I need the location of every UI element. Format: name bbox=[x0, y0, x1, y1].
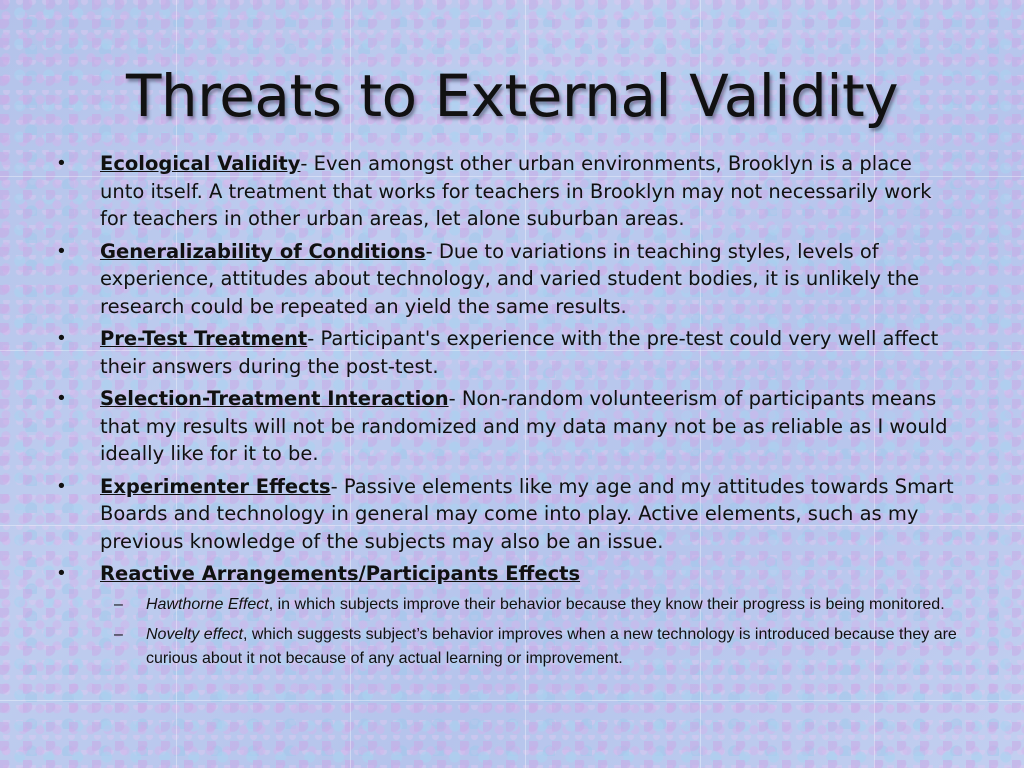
bullet-item bbox=[58, 150, 958, 233]
bullet-item bbox=[58, 385, 958, 468]
bullet-item bbox=[58, 473, 958, 556]
bullet-item bbox=[58, 560, 958, 588]
bullet-text: - Even amongst other urban environments, Brooklyn is a place unto itself. A treatment that works for teachers in Brooklyn may not necessarily work for teachers in other urban areas, let alone suburban areas. bbox=[100, 152, 932, 230]
bullet-term: Selection-Treatment Interaction bbox=[100, 387, 449, 410]
bullet-glyph: • bbox=[58, 152, 65, 174]
bullet-glyph: • bbox=[58, 327, 65, 349]
bullet-text: - Participant's experience with the pre-test could very well affect their answers during the post-test. bbox=[100, 327, 939, 378]
bullet-list bbox=[58, 150, 958, 677]
sub-bullet-text: , in which subjects improve their behavior because they know their progress is being monitored. bbox=[268, 595, 945, 613]
bullet-term: Reactive Arrangements/Participants Effects bbox=[100, 562, 581, 585]
sub-bullet-glyph: – bbox=[114, 595, 123, 613]
bullet-item bbox=[58, 238, 958, 321]
sub-bullet-text: , which suggests subject’s behavior improves when a new technology is introduced because they are curious about it not because of any actual learning or improvement. bbox=[146, 625, 957, 667]
slide-title: Threats to External Validity bbox=[125, 62, 899, 130]
bullet-text: - Passive elements like my age and my attitudes towards Smart Boards and technology in general may come into play. Active elements, such as my previous knowledge of the subjects may also be an issue. bbox=[100, 474, 954, 553]
background-grid-line bbox=[0, 700, 1024, 701]
bullet-item bbox=[58, 325, 958, 380]
sub-bullet-item bbox=[58, 623, 958, 671]
bullet-term: Generalizability of Conditions bbox=[100, 239, 426, 263]
sub-bullet-item bbox=[58, 593, 958, 617]
sub-bullet-term: Hawthorne Effect bbox=[146, 595, 269, 613]
bullet-glyph: • bbox=[58, 387, 65, 409]
bullet-glyph: • bbox=[58, 474, 65, 497]
bullet-term: Ecological Validity bbox=[100, 152, 301, 175]
sub-bullet-term: Novelty effect bbox=[146, 625, 243, 643]
bullet-text: - Due to variations in teaching styles, levels of experience, attitudes about technology, and varied student bodies, it is unlikely the research could be repeated an yield the same results. bbox=[100, 239, 920, 318]
bullet-term: Pre-Test Treatment bbox=[100, 327, 308, 350]
bullet-glyph: • bbox=[58, 239, 65, 262]
sub-bullet-glyph: – bbox=[114, 625, 123, 643]
bullet-text: - Non-random volunteerism of participants means that my results will not be randomized and my data many not be as reliable as I would ideally like for it to be. bbox=[100, 387, 948, 465]
bullet-glyph: • bbox=[58, 562, 65, 584]
bullet-term: Experimenter Effects bbox=[100, 474, 331, 498]
